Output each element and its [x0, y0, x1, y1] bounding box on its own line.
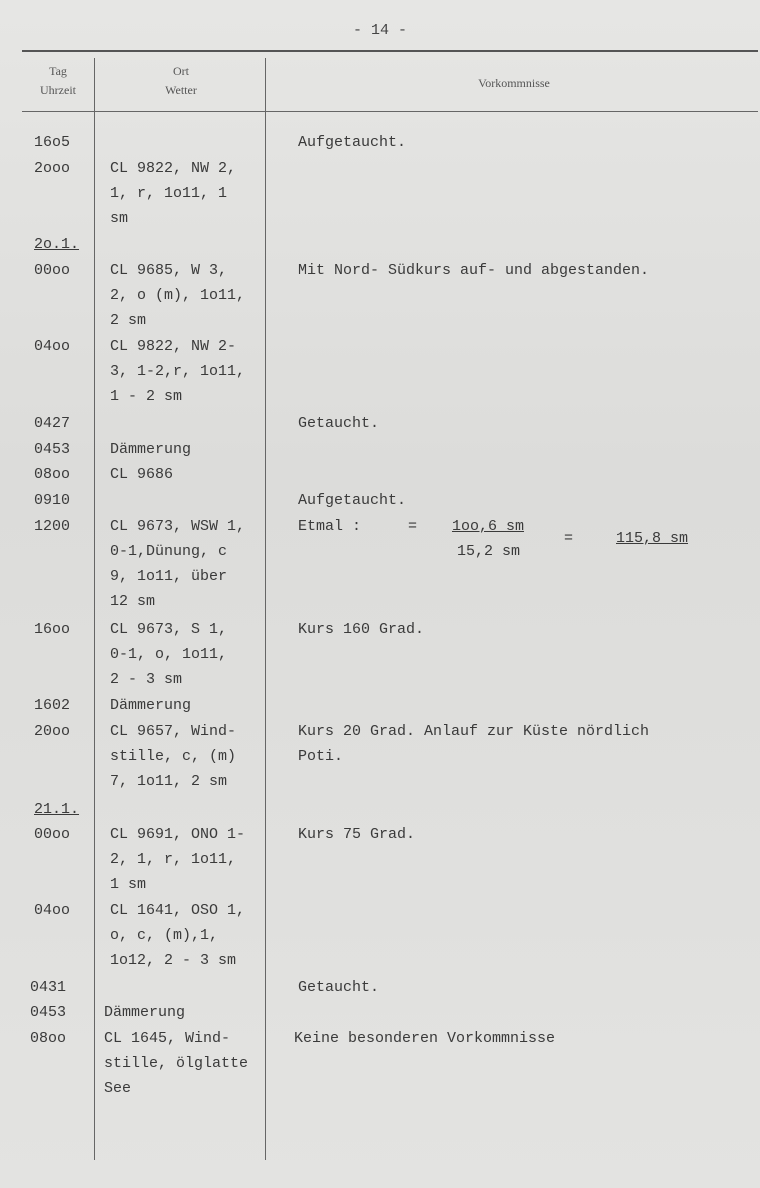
- row-time: 0427: [34, 415, 71, 432]
- row-event: Mit Nord- Südkurs auf- und abgestanden.: [298, 262, 650, 279]
- row-time: 00oo: [34, 262, 71, 279]
- row-time: 1200: [34, 518, 71, 535]
- column-divider-1: [94, 58, 95, 1160]
- row-time: 1602: [34, 697, 71, 714]
- etmal-label: Etmal :: [298, 518, 362, 535]
- etmal-denominator: 15,2 sm: [457, 543, 521, 560]
- row-time: 00oo: [34, 826, 71, 843]
- row-time: 0910: [34, 492, 71, 509]
- row-place: CL 9822, NW 2, 1, r, 1o11, 1 sm: [110, 160, 237, 227]
- row-event: Kurs 75 Grad.: [298, 826, 416, 843]
- row-place: CL 9686: [110, 466, 174, 483]
- etmal-equals-2: =: [564, 530, 574, 547]
- row-place: CL 9822, NW 2- 3, 1-2,r, 1o11, 1 - 2 sm: [110, 338, 246, 405]
- header-tag: Tag: [49, 64, 67, 78]
- row-place: Dämmerung: [104, 1004, 186, 1021]
- row-place: Dämmerung: [110, 441, 192, 458]
- header-tag-uhrzeit: [24, 62, 92, 100]
- row-time: 16o5: [34, 134, 71, 151]
- row-time: 08oo: [30, 1030, 67, 1047]
- row-place: CL 9673, WSW 1, 0-1,Dünung, c 9, 1o11, über 12 sm: [110, 518, 246, 610]
- etmal-equals-1: =: [408, 518, 418, 535]
- row-event: Kurs 160 Grad.: [298, 621, 425, 638]
- etmal-result: 115,8 sm: [616, 530, 689, 547]
- row-time: 0453: [30, 1004, 67, 1021]
- row-date: 2o.1.: [34, 236, 80, 253]
- row-time: 04oo: [34, 338, 71, 355]
- header-vorkommnisse: Vorkommnisse: [478, 76, 550, 90]
- row-place: Dämmerung: [110, 697, 192, 714]
- row-event: Aufgetaucht.: [298, 134, 407, 151]
- row-event: Keine besonderen Vorkommnisse: [294, 1030, 556, 1047]
- etmal-calculation: [298, 514, 758, 564]
- row-time: 2ooo: [34, 160, 71, 177]
- row-time: 16oo: [34, 621, 71, 638]
- row-place: CL 9657, Wind- stille, c, (m) 7, 1o11, 2 sm: [110, 723, 237, 790]
- page-number: - 14 -: [352, 22, 407, 39]
- header-bottom-rule: [22, 111, 758, 112]
- header-ort-wetter: [100, 62, 262, 100]
- row-time: 0453: [34, 441, 71, 458]
- row-event: Aufgetaucht.: [298, 492, 407, 509]
- row-event: Kurs 20 Grad. Anlauf zur Küste nördlich Poti.: [298, 723, 650, 765]
- row-event: Getaucht.: [298, 415, 380, 432]
- header-wetter: Wetter: [165, 83, 197, 97]
- row-time: 20oo: [34, 723, 71, 740]
- row-place: CL 1645, Wind- stille, ölglatte See: [104, 1030, 249, 1097]
- row-event: Getaucht.: [298, 979, 380, 996]
- etmal-numerator: 1oo,6 sm: [452, 518, 525, 535]
- header-ort: Ort: [173, 64, 189, 78]
- row-time: 08oo: [34, 466, 71, 483]
- row-date: 21.1.: [34, 801, 80, 818]
- row-place: CL 1641, OSO 1, o, c, (m),1, 1o12, 2 - 3 sm: [110, 902, 246, 969]
- row-place: CL 9685, W 3, 2, o (m), 1o11, 2 sm: [110, 262, 246, 329]
- row-time: 04oo: [34, 902, 71, 919]
- header-uhrzeit: Uhrzeit: [40, 83, 76, 97]
- row-time: 0431: [30, 979, 67, 996]
- row-place: CL 9673, S 1, 0-1, o, 1o11, 2 - 3 sm: [110, 621, 228, 688]
- header-top-rule: [22, 50, 758, 52]
- row-place: CL 9691, ONO 1- 2, 1, r, 1o11, 1 sm: [110, 826, 246, 893]
